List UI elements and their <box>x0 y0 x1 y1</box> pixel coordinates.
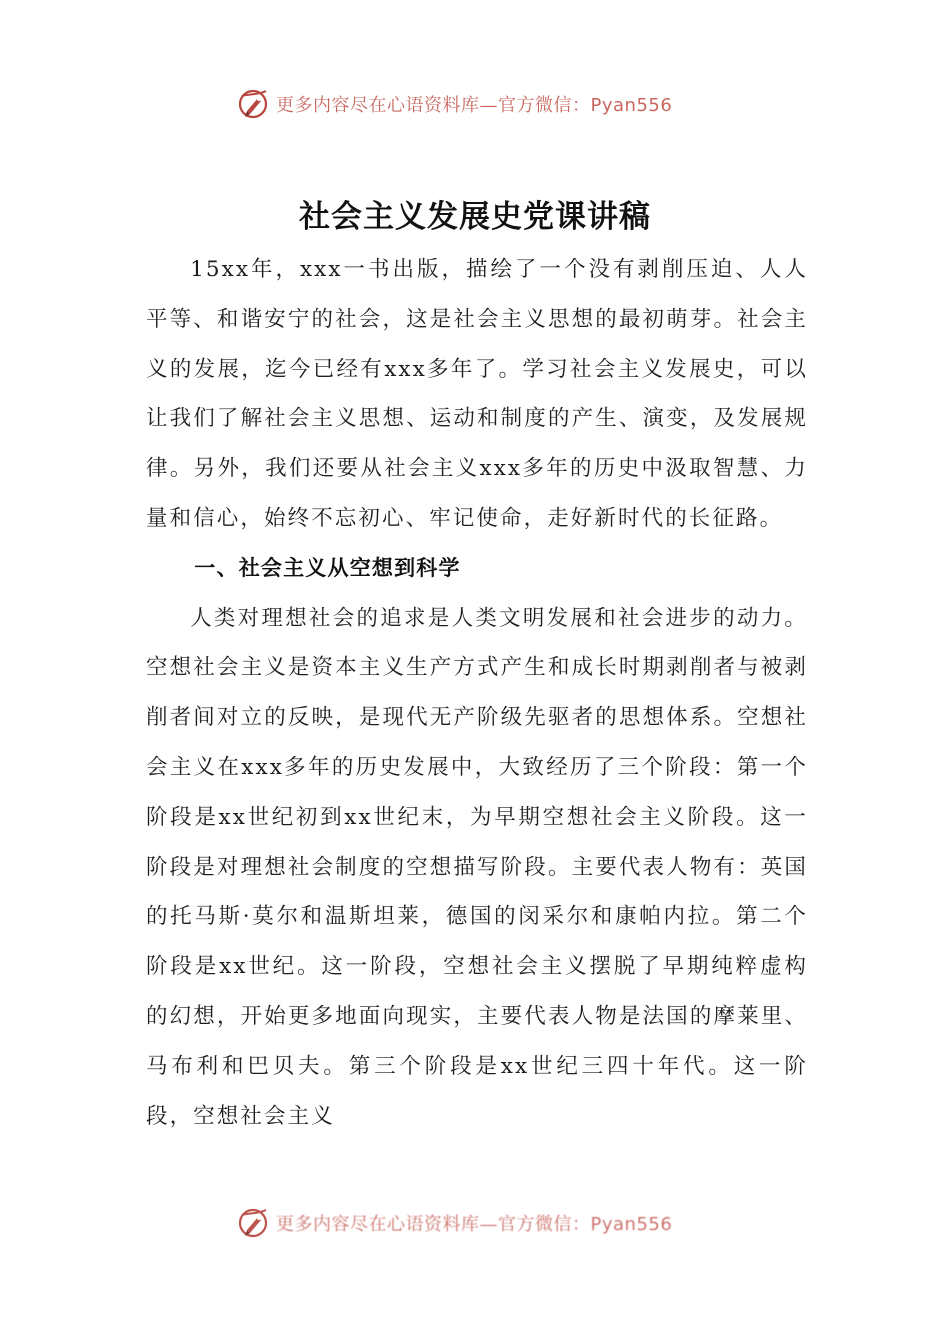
intro-paragraph: 15xx年，xxx一书出版，描绘了一个没有剥削压迫、人人平等、和谐安宁的社会，这是社会主义思想的最初萌芽。社会主义的发展，迄今已经有xxx多年了。学习社会主义发展史，可以让我们了解社会主义思想、运动和制度的产生、演变，及发展规律。另外，我们还要从社会主义xxx多年的历史中汲取智慧、力量和信心，始终不忘初心、牢记使命，走好新时代的长征路。 <box>146 257 808 531</box>
section-heading: 一、社会主义从空想到科学 <box>194 555 461 580</box>
watermark-text <box>276 91 672 117</box>
watermark-wechat-id: Pyan556 <box>590 95 673 116</box>
document-body <box>146 245 808 1141</box>
watermark-text-cn: 更多内容尽在心语资料库—官方微信： <box>276 95 591 116</box>
watermark-header <box>236 86 672 122</box>
pen-logo-icon <box>236 1206 270 1240</box>
watermark-text-cn: 更多内容尽在心语资料库—官方微信： <box>276 1214 591 1235</box>
watermark-footer <box>236 1205 672 1241</box>
watermark-wechat-id: Pyan556 <box>590 1214 673 1235</box>
section-paragraph: 人类对理想社会的追求是人类文明发展和社会进步的动力。空想社会主义是资本主义生产方式产生和成长时期剥削者与被剥削者间对立的反映，是现代无产阶级先驱者的思想体系。空想社会主义在xxx多年的历史发展中，大致经历了三个阶段：第一个阶段是xx世纪初到xx世纪末，为早期空想社会主义阶段。这一阶段是对理想社会制度的空想描写阶段。主要代表人物有：英国的托马斯·莫尔和温斯坦莱，德国的闵采尔和康帕内拉。第二个阶段是xx世纪。这一阶段，空想社会主义摆脱了早期纯粹虚构的幻想，开始更多地面向现实，主要代表人物是法国的摩莱里、马布利和巴贝夫。第三个阶段是xx世纪三四十年代。这一阶段，空想社会主义 <box>146 605 808 1129</box>
pen-logo-icon <box>236 87 270 121</box>
watermark-text <box>276 1210 672 1236</box>
document-title: 社会主义发展史党课讲稿 <box>299 199 651 235</box>
